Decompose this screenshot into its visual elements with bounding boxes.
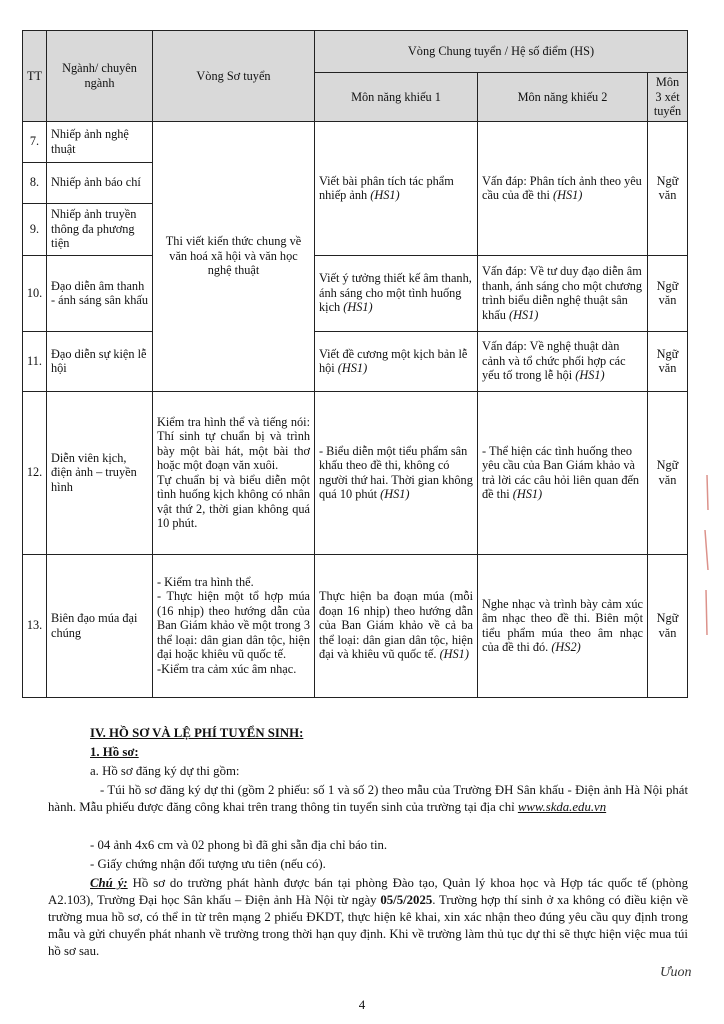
r13-subj1: Thực hiện ba đoạn múa (mỗi đoạn 16 nhịp) theo hướng dẫn của Ban Giám khảo về cả ba thể loại: dân gian dân tộc, hiện đại và khiêu vũ quốc tế. (HS1) — [315, 554, 478, 697]
header-tt: TT — [23, 31, 47, 122]
r13-subj2: Nghe nhạc và trình bày cảm xúc âm nhạc theo đề thi. Biên một tiểu phẩm múa theo âm nhạc của đề thi đó. (HS2) — [478, 554, 648, 697]
header-round1: Vòng Sơ tuyển — [153, 31, 315, 122]
r10-subj2: Vấn đáp: Về tư duy đạo diễn âm thanh, ánh sáng cho một chương trình biểu diễn nghệ thuật sân khấu (HS1) — [478, 255, 648, 331]
row-major: Đạo diễn sự kiện lễ hội — [47, 331, 153, 391]
r10-subj1: Viết ý tưởng thiết kế âm thanh, ánh sáng cho một tình huống kịch (HS1) — [315, 255, 478, 331]
r13-round1: - Kiểm tra hình thể. - Thực hiện một tổ hợp múa (16 nhịp) theo hướng dẫn của Ban Giám khảo về một trong 3 thể loại: dân gian dân tộc, hiện đại hoặc khiêu vũ quốc tế. -Kiểm tra cảm xúc âm nhạc. — [153, 554, 315, 697]
r11-subj1: Viết đề cương một kịch bản lễ hội (HS1) — [315, 331, 478, 391]
red-stamp-mark — [694, 470, 720, 640]
row-major: Nhiếp ảnh truyền thông đa phương tiện — [47, 203, 153, 255]
row-major: Diễn viên kịch, điện ảnh – truyền hình — [47, 391, 153, 554]
row-major: Biên đạo múa đại chúng — [47, 554, 153, 697]
header-subj2: Môn năng khiếu 2 — [478, 73, 648, 122]
section-item2: - 04 ảnh 4x6 cm và 02 phong bì đã ghi sẵn địa chỉ báo tin. — [90, 838, 388, 852]
row-tt: 7. — [23, 121, 47, 162]
row-tt: 8. — [23, 162, 47, 203]
section-note: Chú ý: Hồ sơ do trường phát hành được bán tại phòng Đào tạo, Quản lý khoa học và Hợp tác quốc tế (phòng A2.103), Trường Đại học Sân khấu – Điện ảnh Hà Nội từ ngày 05/5/2025. Trường hợp thí sinh ở xa không có điều kiện về trường mua hồ sơ, có thể in từ trên mạng 2 phiếu ĐKDT, thực hiện kê khai, xin xác nhận theo đúng yêu cầu quy định trong mẫu và gửi chuyển phát nhanh về trường trong thời hạn quy định. Khi về trường làm thủ tục dự thi sẽ thực hiện việc mua túi hồ sơ sau. — [48, 876, 688, 958]
row-major: Nhiếp ảnh báo chí — [47, 162, 153, 203]
photo-subj3: Ngữ văn — [648, 121, 688, 255]
round1-shared: Thi viết kiến thức chung về văn hoá xã hội và văn học nghệ thuật — [153, 121, 315, 391]
admission-table — [22, 30, 688, 698]
section-title: IV. HỒ SƠ VÀ LỆ PHÍ TUYỂN SINH: — [90, 726, 304, 740]
section-item1: - Túi hồ sơ đăng ký dự thi (gồm 2 phiếu: số 1 và số 2) theo mẫu của Trường ĐH Sân khấu - Điện ảnh Hà Nội phát hành. Mẫu phiếu được đăng công khai trên trang thông tin tuyển sinh của trường tại địa chỉ www.skda.edu.vn — [48, 783, 688, 814]
r12-subj1: - Biểu diễn một tiểu phẩm sân khấu theo đề thi, không có người thứ hai. Thời gian không quá 10 phút (HS1) — [315, 391, 478, 554]
row-tt: 10. — [23, 255, 47, 331]
header-major: Ngành/ chuyên ngành — [47, 31, 153, 122]
header-final: Vòng Chung tuyển / Hệ số điểm (HS) — [315, 31, 688, 73]
photo-subj2: Vấn đáp: Phân tích ảnh theo yêu cầu của đề thi (HS1) — [478, 121, 648, 255]
row-tt: 9. — [23, 203, 47, 255]
r12-subj2: - Thể hiện các tình huống theo yêu cầu của Ban Giám khảo và trả lời các câu hỏi liên quan đến đề thi (HS1) — [478, 391, 648, 554]
row-major: Đạo diễn âm thanh - ánh sáng sân khấu — [47, 255, 153, 331]
r12-round1: Kiểm tra hình thể và tiếng nói: Thí sinh tự chuẩn bị và trình bày một bài hát, một bài thơ hoặc một đoạn văn xuôi. Tự chuẩn bị và biểu diễn một tình huống kịch không có nhân vật thứ 2, thời gian không quá 10 phút. — [153, 391, 315, 554]
header-subj1: Môn năng khiếu 1 — [315, 73, 478, 122]
section-sub1: 1. Hồ sơ: — [90, 745, 139, 759]
header-subj3: Môn 3 xét tuyển — [648, 73, 688, 122]
photo-subj1: Viết bài phân tích tác phẩm nhiếp ảnh (HS1) — [315, 121, 478, 255]
row-tt: 11. — [23, 331, 47, 391]
section-item3: - Giấy chứng nhận đối tượng ưu tiên (nếu có). — [90, 857, 326, 871]
r11-subj2: Vấn đáp: Về nghệ thuật dàn cảnh và tổ chức phối hợp các yếu tố trong lễ hội (HS1) — [478, 331, 648, 391]
r10-subj3: Ngữ văn — [648, 255, 688, 331]
website-link[interactable]: www.skda.edu.vn — [517, 800, 607, 814]
signature: Ưuon — [660, 965, 692, 980]
row-tt: 13. — [23, 554, 47, 697]
r13-subj3: Ngữ văn — [648, 554, 688, 697]
r11-subj3: Ngữ văn — [648, 331, 688, 391]
r12-subj3: Ngữ văn — [648, 391, 688, 554]
section-a: a. Hồ sơ đăng ký dự thi gồm: — [90, 764, 240, 778]
page-number: 4 — [358, 997, 366, 1012]
row-tt: 12. — [23, 391, 47, 554]
row-major: Nhiếp ảnh nghệ thuật — [47, 121, 153, 162]
